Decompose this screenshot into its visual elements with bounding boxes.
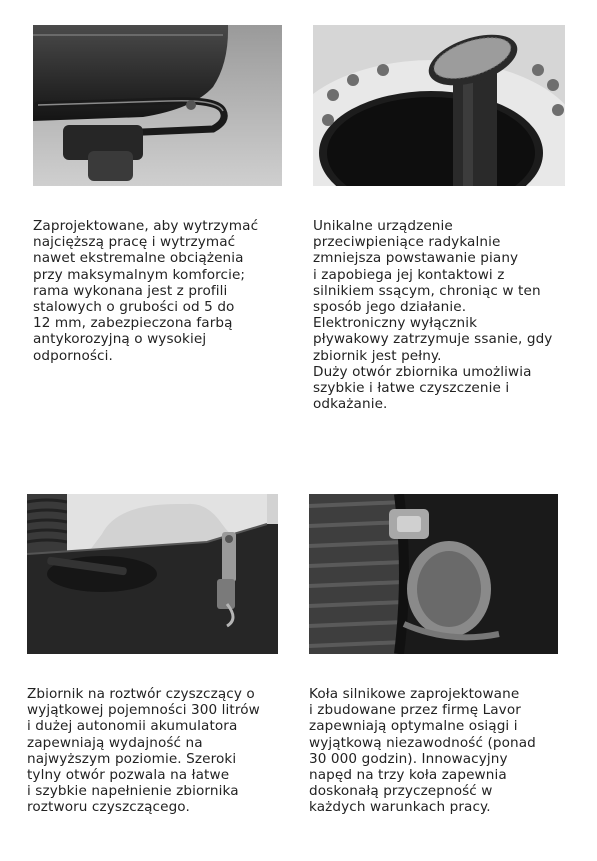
solution-tank-description: Zbiornik na roztwór czyszczący o wyjątkowej pojemności 300 litrów i dużej autonomii akumulatora zapewniają wydajność na najwyższym poziomie. Szeroki tylny otwór pozwala na łatwe i szybkie napełnienie zbiornika roztworu czyszczącego. [27, 686, 260, 816]
seat-frame-photo [33, 25, 282, 186]
seat-frame-description: Zaprojektowane, aby wytrzymać najcięższą pracę i wytrzymać nawet ekstremalne obciążenia przy maksymalnym komforcie; rama wykonana jest z profili stalowych o grubości od 5 do 12 mm, zabezpieczona farbą antykorozyjną o wysokiej odporności. [33, 218, 259, 364]
foam-filter-description: Unikalne urządzenie przeciwpieniące radykalnie zmniejsza powstawanie piany i zapobiega jej kontaktowi z silnikiem ssącym, chroniąc w ten sposób jego działanie. Elektroniczny wyłącznik pływakowy zatrzymuje ssanie, gdy zbiornik jest pełny. Duży otwór zbiornika umożliwia szybkie i łatwe czyszczenie i odkażanie. [313, 218, 553, 413]
drive-wheels-description: Koła silnikowe zaprojektowane i zbudowane przez firmę Lavor zapewniają optymalne osiągi i wyjątkową niezawodność (ponad 30 000 godzin). Innowacyjny napęd na trzy koła zapewnia doskonałą przyczepność w każdych warunkach pracy. [309, 686, 536, 816]
solution-tank-photo [27, 494, 278, 654]
drive-wheels-photo [309, 494, 558, 654]
foam-filter-photo [313, 25, 565, 186]
